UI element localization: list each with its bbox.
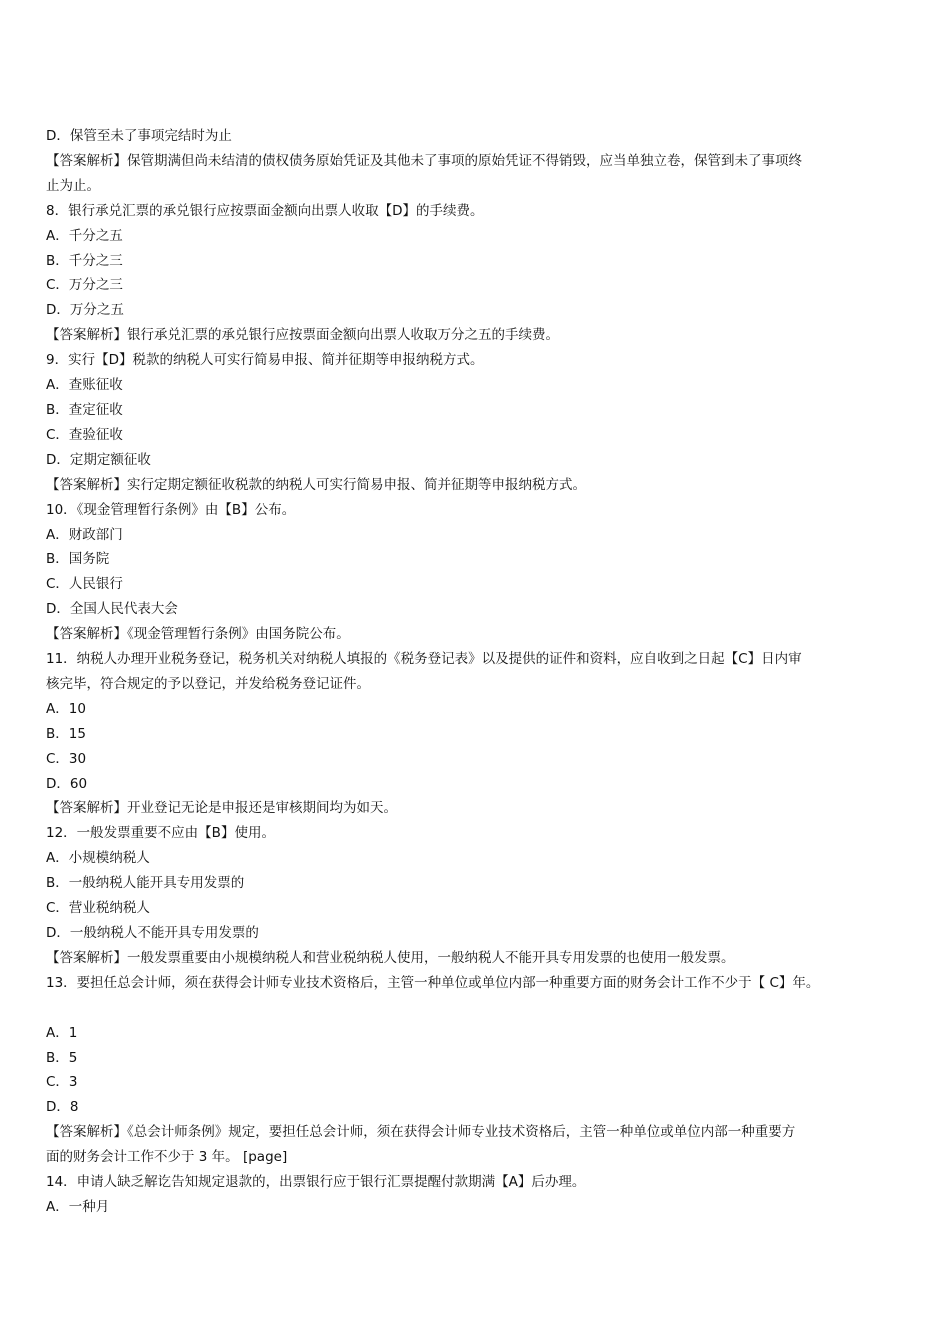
text-line: 【答案解析】《总会计师条例》规定，要担任总会计师，须在获得会计师专业技术资格后，主管一种单位或单位内部一种重要方 (46, 1124, 796, 1141)
text-line: C．30 (46, 750, 87, 767)
text-line: A．小规模纳税人 (46, 850, 150, 867)
text-line: 9．实行【D】税款的纳税人可实行简易申报、简并征期等申报纳税方式。 (46, 352, 484, 369)
text-line: B．一般纳税人能开具专用发票的 (46, 875, 245, 892)
text-line: 10．《现金管理暂行条例》由【B】公布。 (46, 501, 296, 518)
text-line: 11．纳税人办理开业税务登记，税务机关对纳税人填报的《税务登记表》以及提供的证件和资料，应自收到之日起【C】日内审 (46, 651, 802, 668)
text-line: 核完毕，符合规定的予以登记，并发给税务登记证件。 (46, 675, 370, 692)
text-line: D．保管至未了事项完结时为止 (46, 128, 232, 144)
text-line: B．查定征收 (46, 401, 123, 418)
text-line: 12．一般发票重要不应由【B】使用。 (46, 825, 275, 842)
text-line: C．万分之三 (46, 277, 123, 294)
text-line: 8．银行承兑汇票的承兑银行应按票面金额向出票人收取【D】的手续费。 (46, 202, 484, 219)
text-line: B．千分之三 (46, 252, 123, 269)
text-line (46, 996, 890, 1021)
text-line: 【答案解析】银行承兑汇票的承兑银行应按票面金额向出票人收取万分之五的手续费。 (46, 327, 559, 344)
text-line: A．千分之五 (46, 227, 123, 244)
text-line: D．8 (46, 1099, 79, 1116)
text-line: D．定期定额征收 (46, 451, 151, 468)
text-line: C．人民银行 (46, 576, 123, 593)
text-line: C．查验征收 (46, 426, 123, 443)
text-line: D．60 (46, 775, 88, 792)
text-line: C．3 (46, 1074, 78, 1091)
text-line: D．万分之五 (46, 302, 124, 319)
text-line: B．5 (46, 1049, 78, 1066)
text-line: 【答案解析】保管期满但尚未结清的债权债务原始凭证及其他未了事项的原始凭证不得销毁，应当单独立卷，保管到未了事项终 (46, 152, 802, 169)
text-line: 【答案解析】《现金管理暂行条例》由国务院公布。 (46, 626, 350, 643)
text-line: D．全国人民代表大会 (46, 601, 178, 618)
text-line: A．10 (46, 700, 86, 717)
text-line: 面的财务会计工作不少于 3 年。 [page] (46, 1149, 288, 1166)
text-line: B．国务院 (46, 551, 110, 568)
text-line: B．15 (46, 725, 86, 742)
text-line: 【答案解析】开业登记无论是申报还是审核期间均为如天。 (46, 800, 397, 817)
text-line: 止为止。 (46, 177, 100, 194)
document-body (46, 124, 890, 1220)
text-line: C．营业税纳税人 (46, 900, 150, 917)
text-line: A．一种月 (46, 1198, 110, 1215)
text-line: A．财政部门 (46, 526, 123, 543)
text-line: 【答案解析】一般发票重要由小规模纳税人和营业税纳税人使用，一般纳税人不能开具专用发票的也使用一般发票。 (46, 949, 735, 966)
text-line: A．查账征收 (46, 377, 123, 394)
text-line: 【答案解析】实行定期定额征收税款的纳税人可实行简易申报、简并征期等申报纳税方式。 (46, 476, 586, 493)
text-line: D．一般纳税人不能开具专用发票的 (46, 925, 259, 941)
text-line: 13．要担任总会计师，须在获得会计师专业技术资格后，主管一种单位或单位内部一种重要方面的财务会计工作不少于【 C】年。 (46, 974, 820, 991)
text-line: 14．申请人缺乏解讫告知规定退款的，出票银行应于银行汇票提醒付款期满【A】后办理。 (46, 1174, 586, 1191)
text-line: A．1 (46, 1024, 78, 1041)
